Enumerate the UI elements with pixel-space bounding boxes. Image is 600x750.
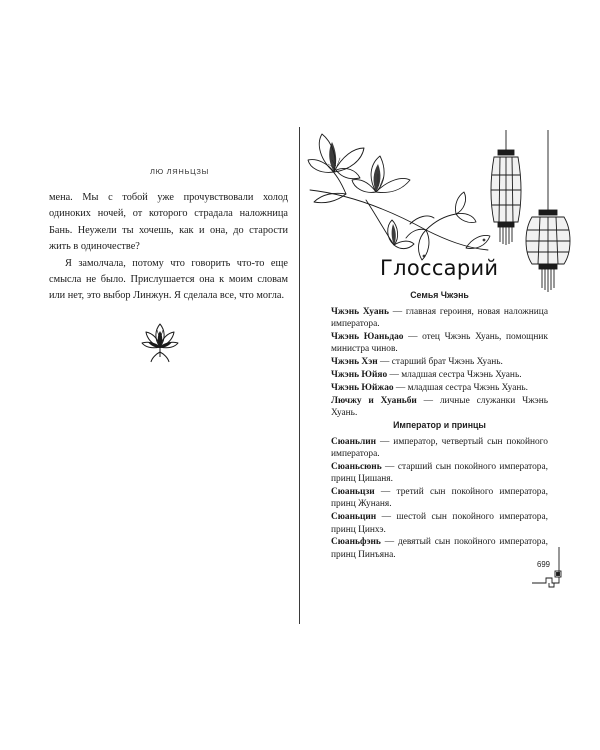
entry-definition: — девятый сын покойного императора, принц Пинъяна. — [331, 537, 548, 560]
entry-definition: — главная героиня, новая наложница императора. — [331, 307, 548, 330]
left-page-text — [49, 190, 288, 305]
entry-term: Сюаньцин — [331, 512, 377, 523]
entry-term: Сюаньцзи — [331, 487, 375, 498]
entry-definition: — личные служанки Чжэнь Хуань. — [331, 395, 548, 418]
magnolia-branch-icon — [306, 130, 491, 265]
entry-definition: — младшая сестра Чжэнь Хуань. — [393, 382, 528, 393]
glossary-entry — [331, 511, 548, 536]
section-heading-family: Семья Чжэнь — [410, 290, 469, 300]
page-number: 699 — [536, 560, 550, 569]
entry-term: Лючжу и Хуаньби — [331, 395, 417, 406]
entry-term: Чжэнь Хэн — [331, 357, 378, 368]
paragraph: Я замолчала, потому что говорить что-то еще смысла не было. Прислушается она к моим словам или нет, это выбор Линжун. Я сделала все, что могла. — [49, 257, 288, 302]
glossary-entry — [331, 331, 548, 356]
glossary-list-family — [331, 306, 548, 420]
glossary-entry — [331, 369, 548, 381]
glossary-entry — [331, 461, 548, 486]
section-heading-emperor: Император и принцы — [393, 420, 486, 430]
page-gutter-rule — [299, 127, 300, 624]
entry-term: Сюаньлин — [331, 437, 377, 447]
glossary-title: Глоссарий — [380, 256, 499, 280]
corner-ornament-icon — [532, 547, 562, 589]
entry-definition: — старший брат Чжэнь Хуань. — [377, 357, 503, 368]
lotus-flower-icon — [140, 321, 180, 365]
entry-term: Чжэнь Юаньдао — [331, 332, 404, 343]
entry-term: Сюаньфэнь — [331, 537, 381, 548]
entry-definition: — старший сын покойного императора, принц Цишаня. — [331, 462, 548, 485]
entry-term: Сюаньсюнь — [331, 462, 382, 473]
glossary-entry — [331, 306, 548, 331]
glossary-entry — [331, 486, 548, 511]
entry-definition: — шестой сын покойного императора, принц Цинхэ. — [331, 512, 548, 535]
entry-definition: — император, четвертый сын покойного императора. — [331, 437, 548, 460]
glossary-entry — [331, 436, 548, 461]
entry-term: Чжэнь Юйжао — [331, 382, 394, 393]
entry-definition: — младшая сестра Чжэнь Хуань. — [387, 369, 522, 380]
glossary-entry — [331, 395, 548, 420]
entry-definition: — третий сын покойного императора, принц Жунаня. — [331, 487, 548, 510]
entry-term: Чжэнь Юйяо — [331, 369, 388, 380]
running-head: ЛЮ ЛЯНЬЦЗЫ — [150, 167, 209, 176]
glossary-list-emperor — [331, 436, 548, 561]
glossary-entry — [331, 536, 548, 561]
entry-term: Чжэнь Хуань — [331, 307, 389, 317]
glossary-entry — [331, 356, 548, 368]
glossary-entry — [331, 382, 548, 394]
entry-definition: — отец Чжэнь Хуань, помощник министра чинов. — [331, 332, 548, 355]
paragraph: мена. Мы с тобой уже прочувствовали холод одиноких ночей, от которого страдала наложница Бань. Неужели ты хочешь, как и она, до старости жить в одиночестве? — [49, 192, 288, 253]
